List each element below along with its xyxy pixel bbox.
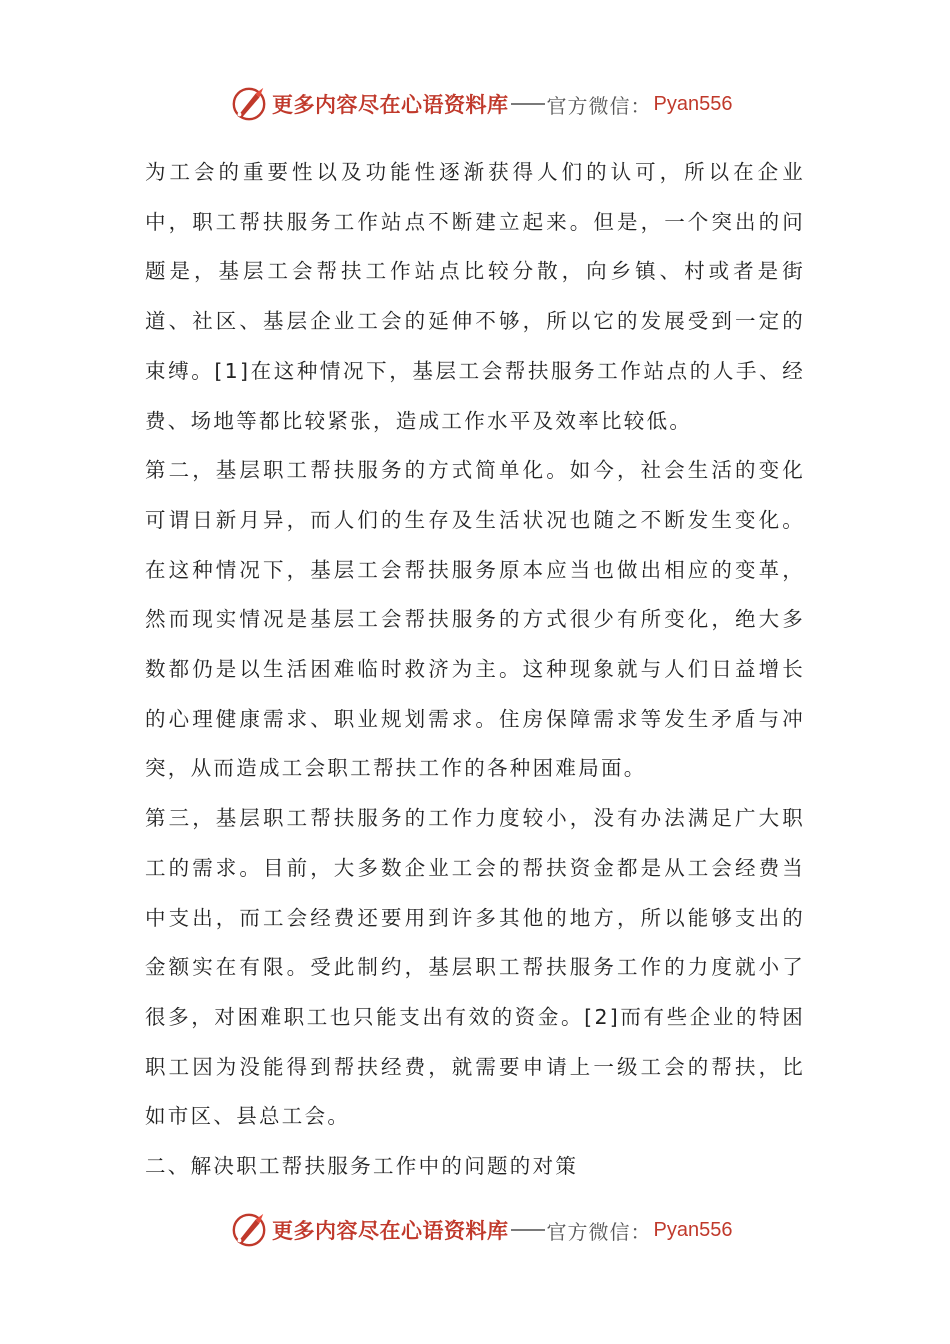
banner-main-text: 更多内容尽在心语资料库	[272, 1218, 509, 1243]
paragraph: 为工会的重要性以及功能性逐渐获得人们的认可，所以在企业中，职工帮扶服务工作站点不断建立起来。但是，一个突出的问题是，基层工会帮扶工作站点比较分散，向乡镇、村或者是街道、社区、基层企业工会的延伸不够，所以它的发展受到一定的束缚。[1]在这种情况下，基层工会帮扶服务工作站点的人手、经费、场地等都比较紧张，造成工作水平及效率比较低。	[145, 160, 805, 433]
banner-dash	[511, 103, 545, 105]
body-text	[145, 148, 805, 1192]
banner-wechat-id: Pyan556	[653, 92, 733, 115]
section-heading: 二、解决职工帮扶服务工作中的问题的对策	[145, 1154, 579, 1179]
banner-sub-text: 官方微信：	[546, 1219, 652, 1244]
banner-dash	[511, 1229, 545, 1231]
footer-banner	[230, 1208, 732, 1252]
banner-sub-text: 官方微信：	[546, 93, 652, 118]
quill-logo-icon	[230, 85, 268, 123]
banner-main-text: 更多内容尽在心语资料库	[272, 92, 509, 117]
header-banner	[230, 82, 732, 126]
quill-logo-icon	[230, 1211, 268, 1249]
banner-wechat-id: Pyan556	[653, 1218, 733, 1241]
paragraph: 第三，基层职工帮扶服务的工作力度较小，没有办法满足广大职工的需求。目前，大多数企业工会的帮扶资金都是从工会经费当中支出，而工会经费还要用到许多其他的地方，所以能够支出的金额实在有限。受此制约，基层职工帮扶服务工作的力度就小了很多，对困难职工也只能支出有效的资金。[2]而有些企业的特困职工因为没能得到帮扶经费，就需要申请上一级工会的帮扶，比如市区、县总工会。	[145, 806, 805, 1129]
paragraph: 第二，基层职工帮扶服务的方式简单化。如今，社会生活的变化可谓日新月异，而人们的生存及生活状况也随之不断发生变化。在这种情况下，基层工会帮扶服务原本应当也做出相应的变革，然而现实情况是基层工会帮扶服务的方式很少有所变化，绝大多数都仍是以生活困难临时救济为主。这种现象就与人们日益增长的心理健康需求、职业规划需求。住房保障需求等发生矛盾与冲突，从而造成工会职工帮扶工作的各种困难局面。	[145, 458, 805, 781]
